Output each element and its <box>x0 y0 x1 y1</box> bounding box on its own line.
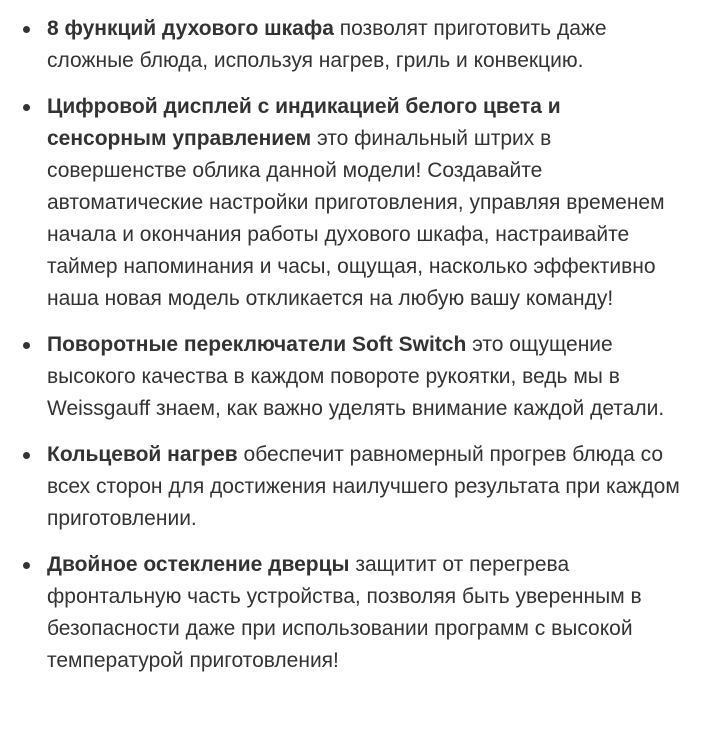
feature-description: это ощущение высокого качества в каждом повороте рукоятки, ведь мы в Weissgauff знаем, как важно уделять внимание каждой детали. <box>47 333 665 420</box>
feature-title: Кольцевой нагрев <box>47 443 238 466</box>
bullet-icon <box>23 26 30 33</box>
bullet-icon <box>23 452 30 459</box>
bullet-icon <box>23 104 30 111</box>
feature-description: это финальный штрих в совершенстве облика данной модели! Создавайте автоматические настройки приготовления, управляя временем начала и окончания работы духового шкафа, настраивайте таймер напоминания и часы, ощущая, насколько эффективно наша новая модель откликается на любую вашу команду! <box>47 127 665 310</box>
feature-title: Цифровой дисплей с индикацией белого цвета и сенсорным управлением <box>47 95 561 150</box>
feature-title: 8 функций духового шкафа <box>47 17 334 40</box>
feature-item-switches <box>0 329 701 425</box>
feature-item-ring-heating <box>0 439 701 535</box>
bullet-icon <box>23 562 30 569</box>
feature-title: Двойное остекление дверцы <box>47 553 350 576</box>
feature-item-display <box>0 91 701 315</box>
feature-description: позволят приготовить даже сложные блюда, используя нагрев, гриль и конвекцию. <box>47 17 607 72</box>
feature-item-glazing <box>0 549 701 677</box>
feature-title: Поворотные переключатели Soft Switch <box>47 333 467 356</box>
bullet-icon <box>23 342 30 349</box>
feature-description: обеспечит равномерный прогрев блюда со всех сторон для достижения наилучшего результата при каждом приготовлении. <box>47 443 680 530</box>
feature-description: защитит от перегрева фронтальную часть устройства, позволяя быть уверенным в безопасности даже при использовании программ с высокой температурой приготовления! <box>47 553 642 672</box>
feature-item-functions <box>0 13 701 77</box>
